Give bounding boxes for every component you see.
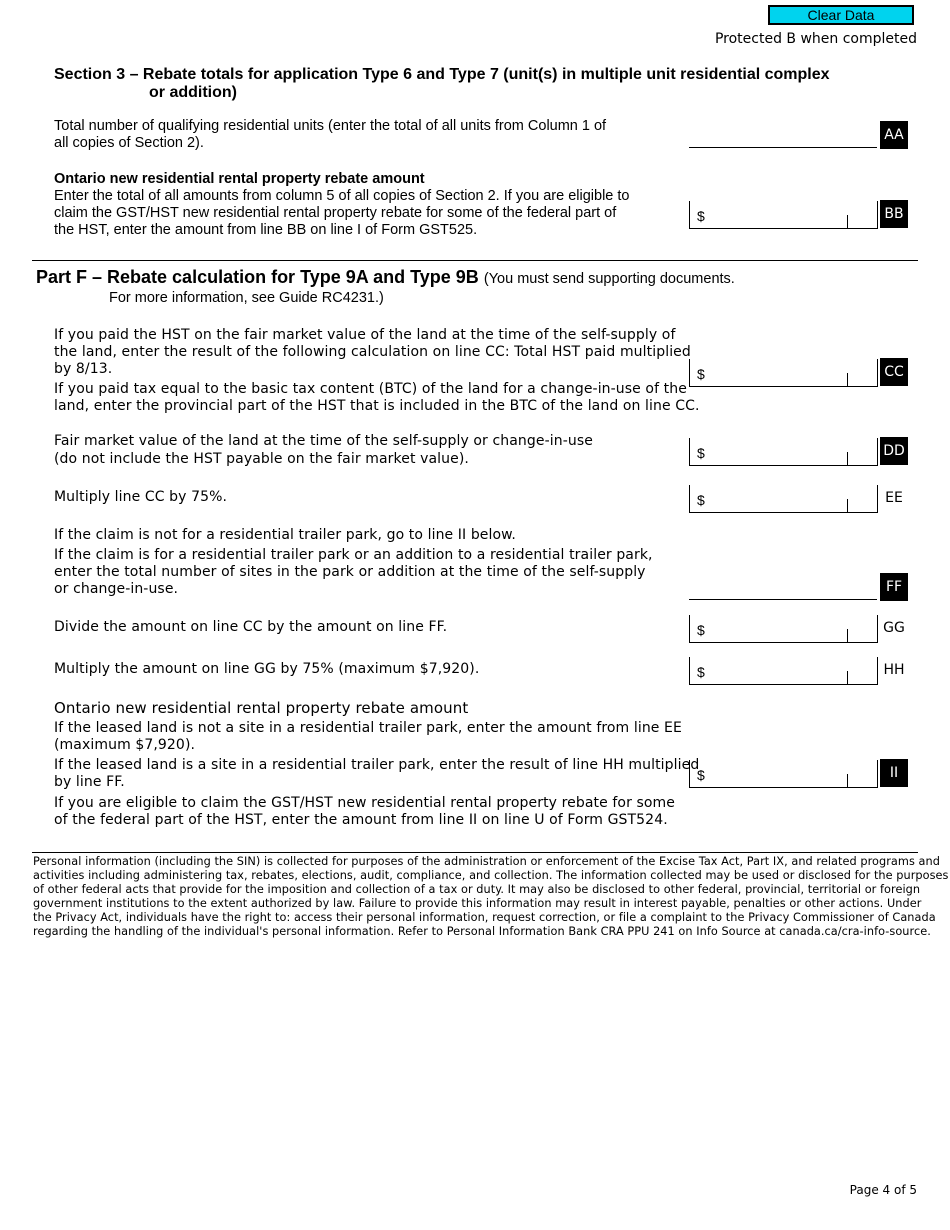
bb-heading: Ontario new residential rental property rebate amount [54,171,425,187]
ff-line-code: FF [880,573,908,601]
bb-line-code: BB [880,200,908,228]
dollar-sign: $ [697,767,705,783]
ff-description-1: If the claim is not for a residential trailer park, go to line II below. [54,527,516,543]
ff-description-4: or change-in-use. [54,581,179,597]
dollar-sign: $ [697,622,705,638]
ff-sites-input[interactable] [689,576,877,600]
ii-description-6: of the federal part of the HST, enter the amount from line II on line U of Form GST524. [54,812,668,828]
dd-description-1: Fair market value of the land at the time of the self-supply or change-in-use [54,433,593,449]
ii-description-2: (maximum $7,920). [54,737,196,753]
ii-description-3: If the leased land is a site in a residential trailer park, enter the result of line HH multiplied [54,757,700,773]
clear-data-button[interactable]: Clear Data [768,5,914,25]
bb-description-1: Enter the total of all amounts from column 5 of all copies of Section 2. If you are eligible to [54,188,630,204]
ii-heading: Ontario new residential rental property rebate amount [54,699,469,717]
ii-cents-input[interactable] [850,764,878,786]
cc-description-2: the land, enter the result of the following calculation on line CC: Total HST paid multiplied [54,344,691,360]
aa-units-input[interactable] [689,124,877,148]
partf-title-note: (You must send supporting documents. [483,271,735,287]
cc-description-3: by 8/13. [54,361,113,377]
dollar-sign: $ [697,208,705,224]
cc-dollars-input[interactable] [710,363,846,385]
partf-title-row [36,268,735,288]
cc-amount-field [689,359,877,387]
dd-cents-input[interactable] [850,442,878,464]
ii-line-code: II [880,759,908,787]
ee-cents-input[interactable] [850,489,878,511]
gg-amount-field [689,615,877,643]
ee-dollars-input[interactable] [710,489,846,511]
bb-description-2: claim the GST/HST new residential rental property rebate for some of the federal part of [54,205,617,221]
gg-dollars-input[interactable] [710,619,846,641]
aa-description-2: all copies of Section 2). [54,135,204,151]
bb-cents-input[interactable] [850,205,878,227]
dollar-sign: $ [697,492,705,508]
page-number: Page 4 of 5 [849,1183,917,1197]
privacy-notice-2: activities including administering tax, rebates, elections, audit, compliance, and collection. The information collected may be used or disclosed for the purposes [33,869,949,882]
ii-description-4: by line FF. [54,774,125,790]
dd-dollars-input[interactable] [710,442,846,464]
gg-line-code: GG [883,620,905,636]
aa-line-code: AA [880,121,908,149]
dd-description-2: (do not include the HST payable on the fair market value). [54,451,469,467]
hh-description: Multiply the amount on line GG by 75% (maximum $7,920). [54,661,480,677]
ff-description-3: enter the total number of sites in the park or addition at the time of the self-supply [54,564,646,580]
footer-divider [32,852,918,853]
gg-cents-input[interactable] [850,619,878,641]
ii-amount-field [689,760,877,788]
divider [32,260,918,261]
cc-description-1: If you paid the HST on the fair market value of the land at the time of the self-supply of [54,327,676,343]
dollar-sign: $ [697,366,705,382]
dollar-sign: $ [697,664,705,680]
privacy-notice-6: regarding the handling of the individual's personal information. Refer to Personal Information Bank CRA PPU 241 on Info Source at canada.ca/cra-info-source. [33,925,931,938]
dd-amount-field [689,438,877,466]
hh-amount-field [689,657,877,685]
cc-line-code: CC [880,358,908,386]
cc-description-4: If you paid tax equal to the basic tax content (BTC) of the land for a change-in-use of the [54,381,687,397]
dd-line-code: DD [880,437,908,465]
bb-description-3: the HST, enter the amount from line BB on line I of Form GST525. [54,222,478,238]
bb-amount-field [689,201,877,229]
privacy-notice-3: of other federal acts that provide for the imposition and collection of a tax or duty. It may also be disclosed to other federal, provincial, territorial or foreign [33,883,921,896]
dollar-sign: $ [697,445,705,461]
ii-dollars-input[interactable] [710,764,846,786]
bb-dollars-input[interactable] [710,205,846,227]
protected-label: Protected B when completed [714,31,917,47]
hh-line-code: HH [883,662,905,678]
ii-description-5: If you are eligible to claim the GST/HST new residential rental property rebate for some [54,795,675,811]
aa-description-1: Total number of qualifying residential units (enter the total of all units from Column 1 of [54,118,607,134]
ff-description-2: If the claim is for a residential trailer park or an addition to a residential trailer park, [54,547,653,563]
gg-description: Divide the amount on line CC by the amount on line FF. [54,619,448,635]
ee-line-code: EE [885,490,903,506]
ee-description: Multiply line CC by 75%. [54,489,228,505]
hh-dollars-input[interactable] [710,661,846,683]
section3-title-line2: or addition) [149,84,237,101]
cc-description-5: land, enter the provincial part of the HST that is included in the BTC of the land on line CC. [54,398,700,414]
ii-description-1: If the leased land is not a site in a residential trailer park, enter the amount from line EE [54,720,682,736]
privacy-notice-4: government institutions to the extent authorized by law. Failure to provide this information may result in interest payable, penalties or other actions. Under [33,897,922,910]
hh-cents-input[interactable] [850,661,878,683]
ee-amount-field [689,485,877,513]
privacy-notice-1: Personal information (including the SIN) is collected for purposes of the administration or enforcement of the Excise Tax Act, Part IX, and related programs and [33,855,940,868]
partf-title-note-2: For more information, see Guide RC4231.) [109,290,384,306]
section3-title-line1: Section 3 – Rebate totals for application Type 6 and Type 7 (unit(s) in multiple unit residential complex [54,66,830,83]
privacy-notice-5: the Privacy Act, individuals have the right to: access their personal information, request correction, or file a complaint to the Privacy Commissioner of Canada [33,911,936,924]
cc-cents-input[interactable] [850,363,878,385]
partf-title: Part F – Rebate calculation for Type 9A and Type 9B [36,267,479,287]
